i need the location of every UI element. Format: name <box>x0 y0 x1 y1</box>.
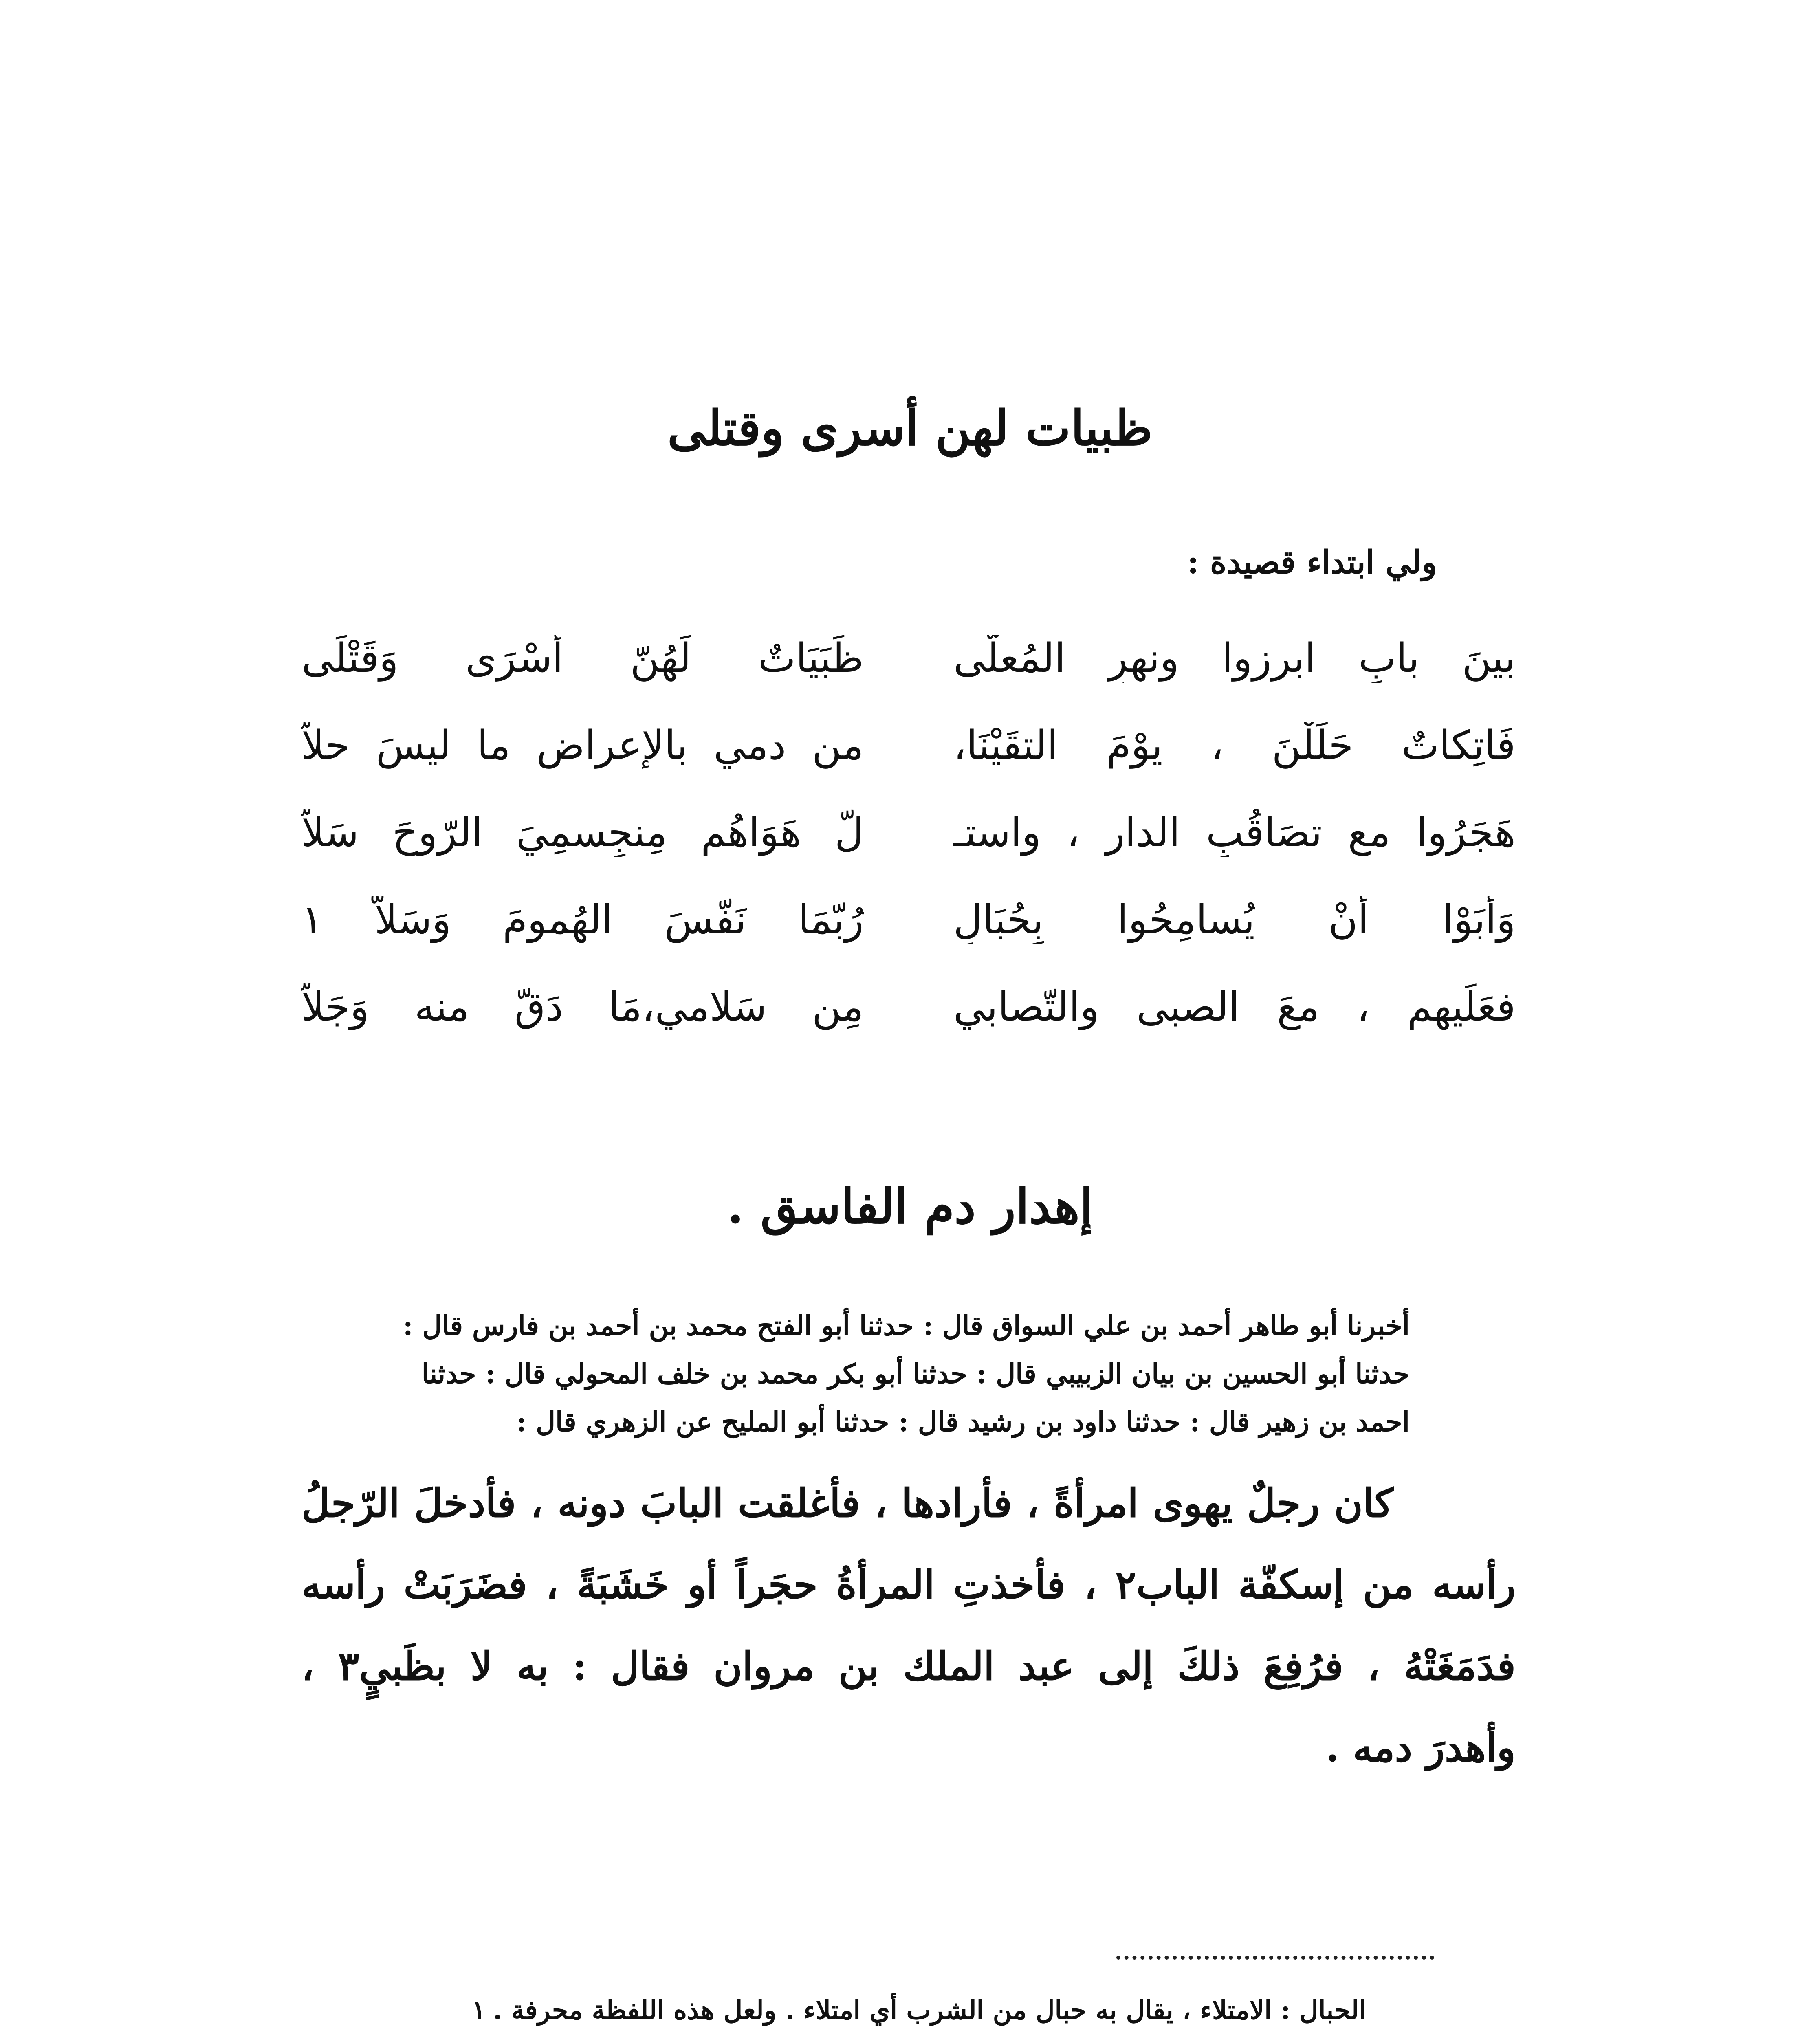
paragraph-line: وأهدرَ دمه . <box>1325 1725 1516 1771</box>
isnad-chain <box>367 1302 1410 1446</box>
paragraph-line: فدَمَغَتْهُ ، فرُفِعَ ذلكَ إلى عبد الملك بن مروان فقال : به لا بظَبيٍ٣ ، <box>301 1643 1516 1689</box>
verse-first-hemistich: من دمي بالإعراضِ ما ليسَ حلاّ <box>301 722 864 769</box>
footnote-separator <box>1116 1956 1434 1960</box>
verse-second-hemistich: بينَ بابِ ابرزوا ونهرِ المُعلّى <box>953 635 1516 682</box>
poem-intro: ولي ابتداء قصيدة : <box>1187 544 1437 581</box>
isnad-line: حدثنا أبو الحسين بن بيان الزبيبي قال : حدثنا أبو بكر محمد بن خلف المحولي قال : حدثنا <box>421 1358 1410 1390</box>
poem <box>301 615 1516 1051</box>
verse-second-hemistich: وَأَبَوْا أنْ يُسامِحُوا بِحُبَالٍ <box>953 897 1516 944</box>
poem-verse <box>301 964 1516 1051</box>
paragraph-line: رأسه من إسكفّة الباب٢ ، فأخذتِ المرأةُ حجَراً أو خَشَبَةً ، فضَرَبَتْ رأسه <box>301 1562 1516 1608</box>
paragraph-line: كان رجلٌ يهوى امرأةً ، فأرادها ، فأغلقت البابَ دونه ، فأدخلَ الرّجلُ <box>301 1480 1393 1526</box>
section-title-poem: ظبيات لهن أسرى وقتلى <box>667 400 1153 456</box>
verse-second-hemistich: فَاتِكاتٌ حَلَلْنَ ، يوْمَ التقَيْنَا، <box>953 722 1516 769</box>
poem-verse <box>301 615 1516 702</box>
verse-second-hemistich: فعَلَيهِم ، معَ الصبى والتّصابي <box>953 984 1516 1031</box>
verse-first-hemistich: مِن سَلامي،مَا دَقّ منه وَجَلاّ <box>301 984 864 1031</box>
verse-second-hemistich: هَجَرُوا مع تصَاقُبِ الدارِ ، واستـ <box>953 810 1516 856</box>
footnote-text: الحبال : الامتلاء ، يقال به حبال من الشرب أي امتلاء . ولعل هذه اللفظة محرفة . <box>493 1995 1367 2026</box>
verse-first-hemistich: رُبّمَا نَفّسَ الهُمومَ وَسَلاّ ١ <box>301 897 864 944</box>
verse-first-hemistich: ظَبَيَاتٌ لَهُنّ أَسْرَى وَقَتْلَى <box>301 635 864 682</box>
story-paragraph <box>301 1463 1516 1788</box>
section-title-story: إهدار دم الفاسق . <box>727 1178 1093 1234</box>
poem-verse <box>301 790 1516 877</box>
poem-verse <box>301 877 1516 964</box>
isnad-line: احمد بن زهير قال : حدثنا داود بن رشيد قال : حدثنا أبو المليح عن الزهري قال : <box>516 1406 1410 1438</box>
footnotes <box>448 1984 1459 2037</box>
footnote-number: ١ <box>471 1995 486 2026</box>
poem-verse <box>301 702 1516 790</box>
footnote <box>448 1984 1459 2037</box>
isnad-line: أخبرنا أبو طاهر أحمد بن علي السواق قال : حدثنا أبو الفتح محمد بن أحمد بن فارس قال : <box>403 1310 1410 1342</box>
verse-first-hemistich: لَّ هَوَاهُم مِنجِسمِيَ الرّوحَ سَلاّ <box>301 810 864 856</box>
